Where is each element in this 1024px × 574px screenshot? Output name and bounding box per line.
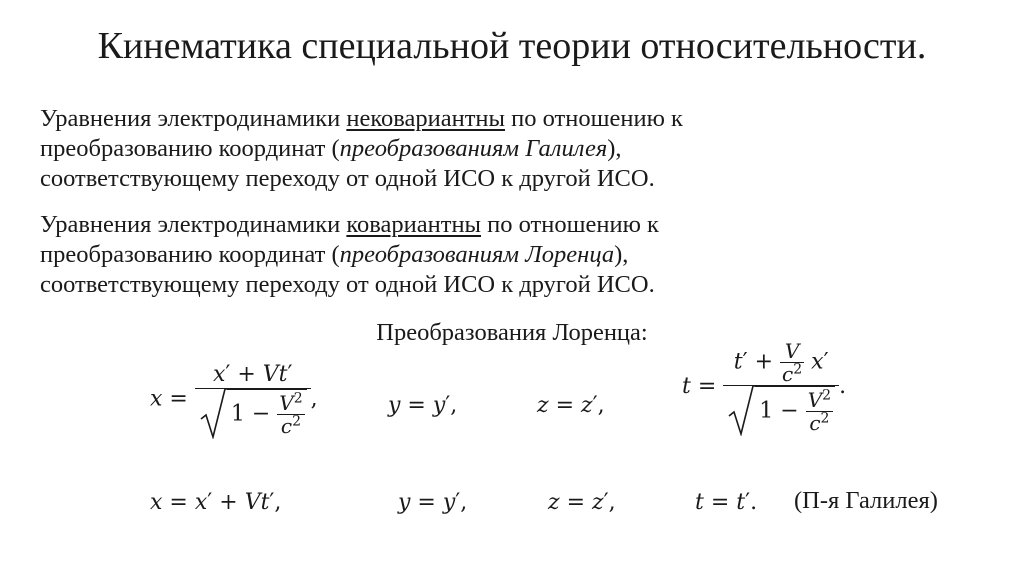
paragraph-line xyxy=(40,240,1000,270)
paragraph-line xyxy=(40,210,1000,240)
paragraph-lorentz xyxy=(40,210,1000,300)
paragraph-line xyxy=(40,134,1000,164)
paragraph-line xyxy=(40,104,1000,134)
paragraph-line: соответствующему переходу от одной ИСО к другой ИСО. xyxy=(40,165,655,192)
formula-x-lorentz: x = x′ + Vt′ 1 − $\frac{V^2}{c^2}$ , xyxy=(150,362,318,438)
galilei-note: (П-я Галилея) xyxy=(794,487,938,514)
text: по отношению к xyxy=(481,211,659,238)
formula-y-lorentz: y = y′, xyxy=(388,393,458,418)
text: ), xyxy=(607,135,622,162)
text: по отношению к xyxy=(505,105,683,132)
slide-title: Кинематика специальной теории относительности. xyxy=(97,25,927,67)
text: ), xyxy=(614,241,629,268)
galilean-transform-term: преобразованиям Галилея xyxy=(339,135,608,162)
formula-t-galilei: t = t′. xyxy=(695,490,758,515)
formula-t-lorentz: t = t′ + $\frac{V}{c^2}$ x′ 1 − $\frac{V^2}{c^2}$ . xyxy=(682,339,847,435)
formula-z-lorentz: z = z′, xyxy=(537,393,605,418)
term-covariant: ковариантны xyxy=(346,211,482,238)
lorentz-heading: Преобразования Лоренца: xyxy=(376,319,648,346)
text: преобразованию координат ( xyxy=(40,135,340,162)
text: преобразованию координат ( xyxy=(40,241,340,268)
formula-y-galilei: y = y′, xyxy=(398,490,468,515)
term-noncovariant: нековариантны xyxy=(346,105,505,132)
text: Уравнения электродинамики xyxy=(40,211,347,238)
formula-x-galilei: x = x′ + Vt′, xyxy=(150,490,282,515)
lorentz-transform-term: преобразованиям Лоренца xyxy=(339,241,615,268)
text: Уравнения электродинамики xyxy=(40,105,347,132)
formula-z-galilei: z = z′, xyxy=(548,490,616,515)
paragraph-line: соответствующему переходу от одной ИСО к другой ИСО. xyxy=(40,271,655,298)
paragraph-galilean xyxy=(40,104,1000,194)
